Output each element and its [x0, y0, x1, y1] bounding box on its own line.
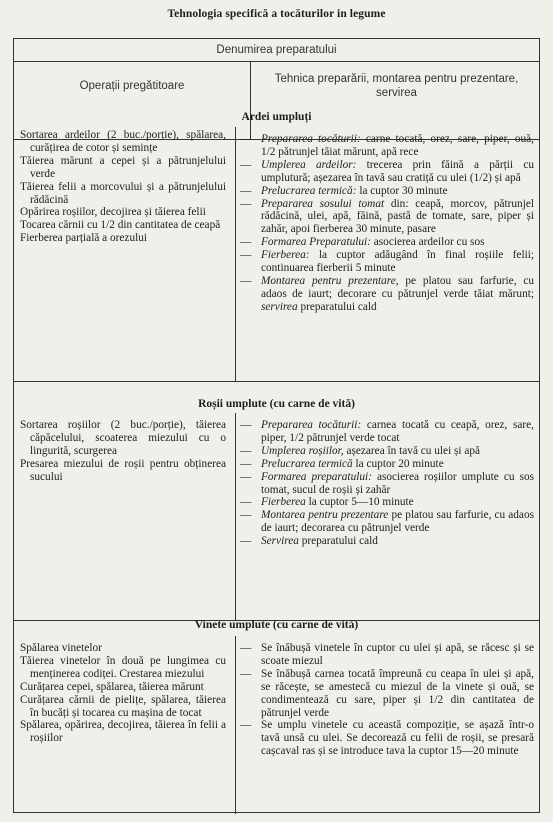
prep-list-rosii: [20, 419, 226, 484]
step-item: [240, 535, 534, 548]
page-title: Tehnologia specifică a tocăturilor in legume: [167, 8, 386, 20]
dash-marker: —: [240, 184, 252, 197]
dash-marker: —: [240, 496, 252, 509]
step-label: Montarea pentru prezentare,: [261, 274, 399, 287]
step-text: așezarea în tavă cu ulei și apă: [346, 444, 481, 457]
prep-item: Sortarea roșiilor (2 buc./porție), tăierea căpăcelului, scoaterea miezului cu o lingurită, scurgerea: [20, 419, 226, 457]
prep-list-ardei: [20, 129, 226, 245]
dash-marker: —: [240, 667, 252, 680]
dash-marker: —: [240, 535, 252, 548]
prep-item: Tăierea mărunt a cepei și a pătrunjelului verde: [20, 154, 226, 180]
step-label: Prepararea tocăturii:: [261, 133, 361, 145]
step-text: trecerea prin făină a părții cu umplutură; așezarea în tavă sau cratiță cu ulei (1/2) și apă: [261, 158, 534, 184]
step-text: preparatului cald: [301, 535, 378, 548]
dash-marker: —: [240, 719, 252, 732]
section-column-divider: [235, 127, 236, 381]
step-item: [240, 275, 534, 314]
step-item: [240, 133, 534, 159]
step-item: [240, 419, 534, 445]
step-item: [240, 445, 534, 458]
prep-item: Spălarea, opărirea, decojirea, tăierea în felii a roșiilor: [20, 719, 226, 745]
section-column-divider: [235, 636, 236, 814]
step-label: Formarea preparatului:: [261, 470, 372, 483]
prep-item: Tăierea vinetelor în două pe lungimea cu menținerea codiței. Crestarea miezului: [20, 654, 226, 680]
header-denumirea: Denumirea preparatului: [216, 44, 337, 56]
step-text: la cuptor 5—10 minute: [308, 496, 414, 509]
step-text: la cuptor 20 minute: [355, 457, 444, 470]
prep-item: Tăierea felii a morcovului și a pătrunjelului rădăcină: [20, 180, 226, 206]
step-item: [240, 458, 534, 471]
step-item: [240, 668, 534, 720]
header-tehnica: Tehnica preparării, montarea pentru prezentare, servirea: [274, 73, 519, 99]
prep-item: Fierberea parțială a orezului: [20, 232, 148, 245]
step-item: [240, 496, 534, 509]
section-title-vinete: Vinete umplute (cu carne de vită): [194, 619, 359, 631]
step-label: Prelucrarea termică:: [261, 184, 357, 197]
header-column-divider: [250, 61, 251, 139]
step-item: [240, 509, 534, 535]
dash-marker: —: [240, 444, 252, 457]
section-title-ardei: Ardei umpluți: [241, 111, 312, 123]
dash-marker: —: [240, 470, 252, 483]
prep-item: Curățarea cepei, spălarea, tăierea mărunt: [20, 680, 204, 693]
dash-marker: —: [240, 419, 252, 431]
step-item: [240, 642, 534, 668]
step-text: carne tocată, orez, sare, piper, ouă, 1/2 pătrunjel tăiat mărunt, apă rece: [261, 133, 535, 158]
step-item: [240, 185, 534, 198]
prep-item: Presarea miezului de roșii pentru obținerea sucului: [20, 457, 226, 483]
dash-marker: —: [240, 133, 252, 145]
dash-marker: —: [240, 642, 252, 654]
step-text: la cuptor adăugând în final roșiile felii; continuarea fierberii 5 minute: [261, 249, 534, 275]
dash-marker: —: [240, 249, 252, 262]
prep-item: Opărirea roșiilor, decojirea și tăierea felii: [20, 206, 206, 219]
prep-item: Sortarea ardeilor (2 buc./porție), spălarea, curățirea de cotor și semințe: [20, 129, 226, 154]
step-label: Montarea pentru prezentare: [261, 509, 389, 522]
step-item: [240, 236, 534, 249]
step-item: [240, 719, 534, 758]
prep-item: Spălarea vinetelor: [20, 642, 102, 654]
dash-marker: —: [240, 197, 252, 210]
step-label: Prepararea tocăturii:: [261, 419, 362, 431]
step-label: Umplerea roșiilor,: [261, 444, 344, 457]
step-label: Fierberea: [261, 496, 306, 509]
step-label: Prelucrarea termică: [261, 457, 353, 470]
prep-item: Tocarea cărnii cu 1/2 din cantitatea de ceapă: [20, 219, 221, 232]
step-text: asocierea ardeilor cu sos: [373, 236, 485, 249]
section-divider: [14, 381, 539, 382]
step-label: Formarea Preparatului:: [261, 236, 371, 249]
step-label: Fierberea:: [261, 249, 310, 262]
prep-item: Curățarea cărnii de pielițe, spălarea, tăierea în bucăți și tocarea cu mașina de tocat: [20, 693, 226, 719]
header-divider: [14, 61, 539, 62]
step-label: Umplerea ardeilor:: [261, 158, 357, 171]
step-item: [240, 159, 534, 185]
recipe-table: [13, 38, 540, 813]
dash-marker: —: [240, 457, 252, 470]
steps-list-rosii: [240, 419, 534, 548]
dash-marker: —: [240, 158, 252, 171]
header-operatii: Operații pregătitoare: [79, 80, 185, 92]
step-text: Se înăbușă carnea tocată împreună cu ceapa în ulei și apă, se răcește, se amestecă cu miezul de la vinete și ouă, se condimentează cu sare, piper și 1/2 din cantitatea de pătrunjel verde: [261, 667, 534, 719]
step-text: pe platou sau farfurie, cu adaos de iaurt; decorare cu pătrunjel verde tăiat mărunt;: [261, 274, 535, 300]
step-text: carnea tocată cu ceapă, orez, sare, piper, 1/2 pătrunjel verde tocat: [261, 419, 534, 444]
step-item: [240, 471, 534, 497]
step-label: Servirea: [261, 535, 299, 548]
steps-list-vinete: [240, 642, 534, 758]
step-text: Se înăbușă vinetele în cuptor cu ulei și apă, se răcesc și se scoate miezul: [261, 642, 534, 667]
step-label: servirea: [261, 300, 298, 313]
steps-list-ardei: [240, 133, 534, 314]
dash-marker: —: [240, 509, 252, 522]
step-label: Prepararea sosului tomat: [261, 197, 385, 210]
step-text: preparatului cald: [300, 300, 377, 313]
step-item: [240, 198, 534, 237]
step-text: Se umplu vinetele cu această compoziție, se așază într-o tavă unsă cu ulei. Se decorează cu felii de roșii, se presară cașcaval ras și se introduce tava la cuptor 15—20 minute: [261, 719, 534, 758]
step-item: [240, 249, 534, 275]
prep-list-vinete: [20, 642, 226, 745]
step-text: la cuptor 30 minute: [359, 184, 448, 197]
step-text: pe platou sau farfurie, cu adaos de iaurt; decorarea cu pătrunjel verde: [261, 509, 534, 535]
dash-marker: —: [240, 274, 252, 287]
section-title-rosii: Roșii umplute (cu carne de vită): [198, 398, 355, 410]
section-column-divider: [235, 413, 236, 620]
step-text: din: ceapă, morcov, pătrunjel rădăcină, ulei, apă, făină, pastă de tomate, sare, piper și zahăr, apoi fierberea 30 minute, pasare: [261, 197, 534, 236]
step-text: asocierea roșiilor umplute cu sos tomat, sucul de roșii și zahăr: [261, 470, 535, 496]
dash-marker: —: [240, 236, 252, 249]
